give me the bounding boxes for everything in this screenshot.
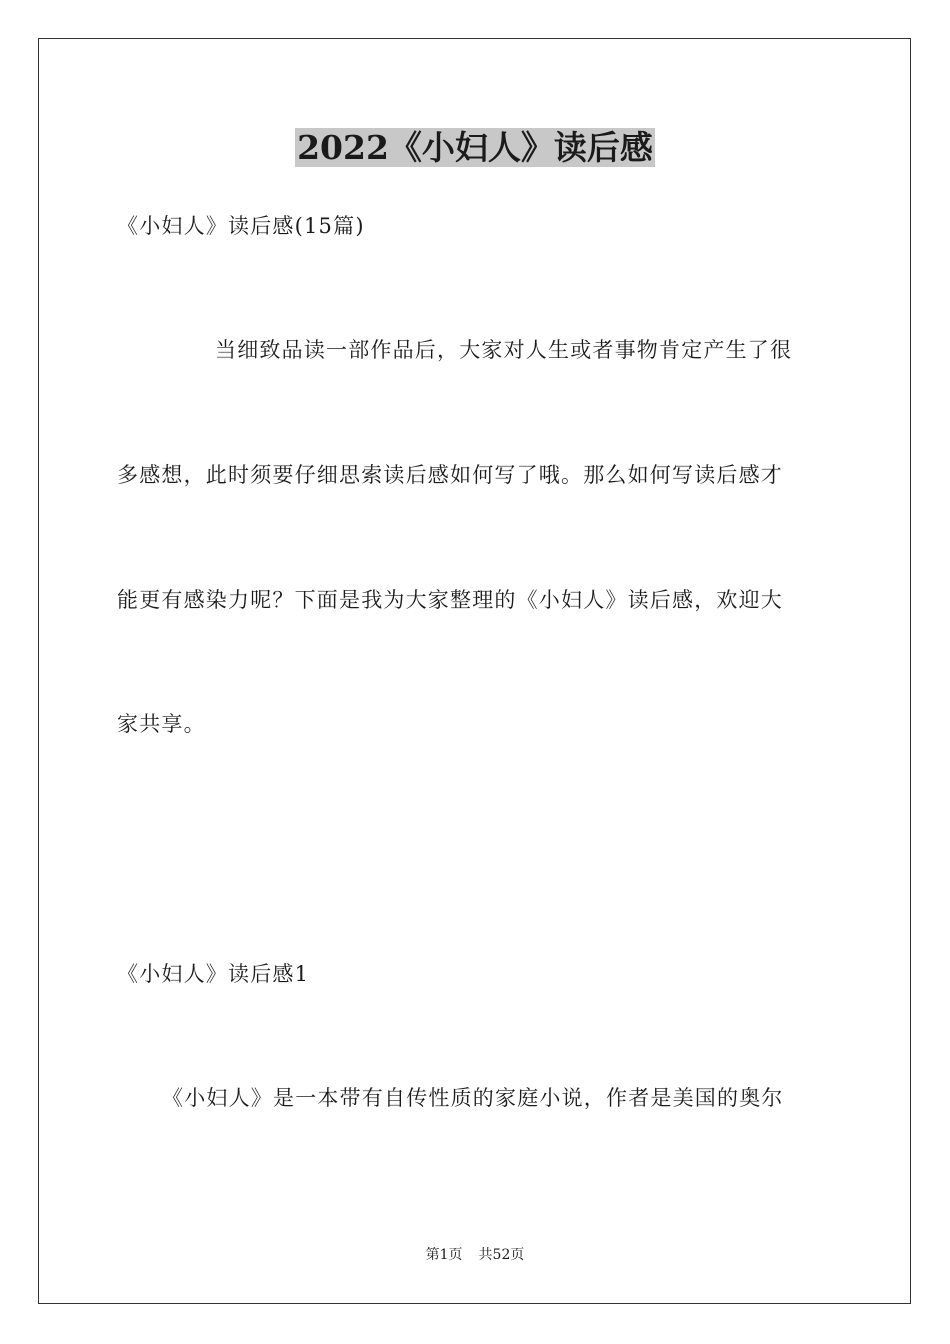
intro-line-3: 能更有感染力呢？下面是我为大家整理的《小妇人》读后感，欢迎大 [117,588,783,612]
page-number: 第1页 [425,1247,463,1263]
document-subtitle: 《小妇人》读后感(15篇) [117,214,365,238]
section-heading: 《小妇人》读后感1 [117,962,310,986]
page-footer [0,1245,950,1265]
intro-line-4: 家共享。 [117,712,206,736]
page-total: 共52页 [478,1247,525,1263]
intro-line-1: 当细致品读一部作品后，大家对人生或者事物肯定产生了很 [215,338,793,362]
document-title [0,126,950,170]
document-title-text: 2022《小妇人》读后感 [297,128,653,167]
intro-line-2: 多感想，此时须要仔细思索读后感如何写了哦。那么如何写读后感才 [117,463,783,487]
section-line-1: 《小妇人》是一本带有自传性质的家庭小说，作者是美国的奥尔 [162,1086,784,1110]
